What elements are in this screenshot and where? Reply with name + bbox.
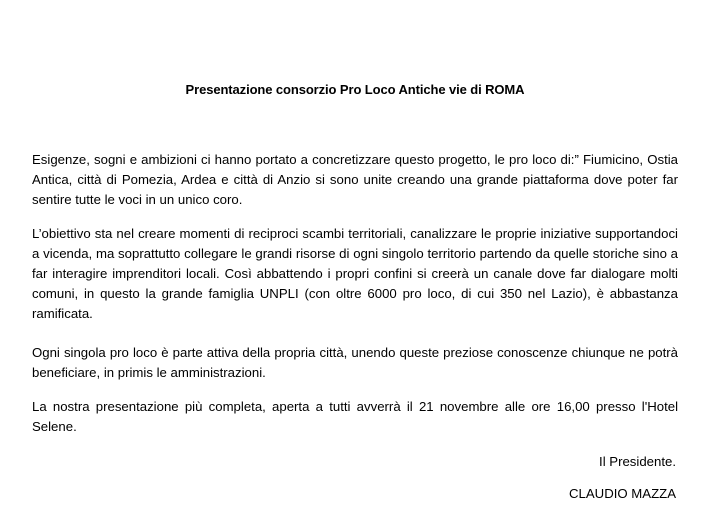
paragraph-presentation-date: La nostra presentazione più completa, aperta a tutti avverrà il 21 novembre alle ore 16,00 presso l'Hotel Selene. — [32, 399, 678, 434]
signature-name: CLAUDIO MAZZA — [569, 486, 676, 501]
paragraph-intro: Esigenze, sogni e ambizioni ci hanno portato a concretizzare questo progetto, le pro loco di:” Fiumicino, Ostia Antica, città di Pomezia, Ardea e città di Anzio si sono unite creando una grande piattaforma dove poter far sentire tutte le voci in un unico coro. — [32, 152, 678, 207]
document-title: Presentazione consorzio Pro Loco Antiche vie di ROMA — [185, 82, 525, 97]
signature-role: Il Presidente. — [599, 454, 676, 469]
paragraph-objective: L’obiettivo sta nel creare momenti di reciproci scambi territoriali, canalizzare le proprie iniziative supportandoci a vicenda, ma soprattutto collegare le grandi risorse di ogni singolo territorio partendo da quelle storiche sino a far interagire imprenditori locali. Così abbattendo i propri confini si creerà un canale dove far dialogare molti comuni, in questo la grande famiglia UNPLI (con oltre 6000 pro loco, di cui 350 nel Lazio), è abbastanza ramificata. — [32, 226, 678, 321]
paragraph-pro-loco-role: Ogni singola pro loco è parte attiva della propria città, unendo queste preziose conoscenze chiunque ne potrà beneficiare, in primis le amministrazioni. — [32, 345, 678, 380]
